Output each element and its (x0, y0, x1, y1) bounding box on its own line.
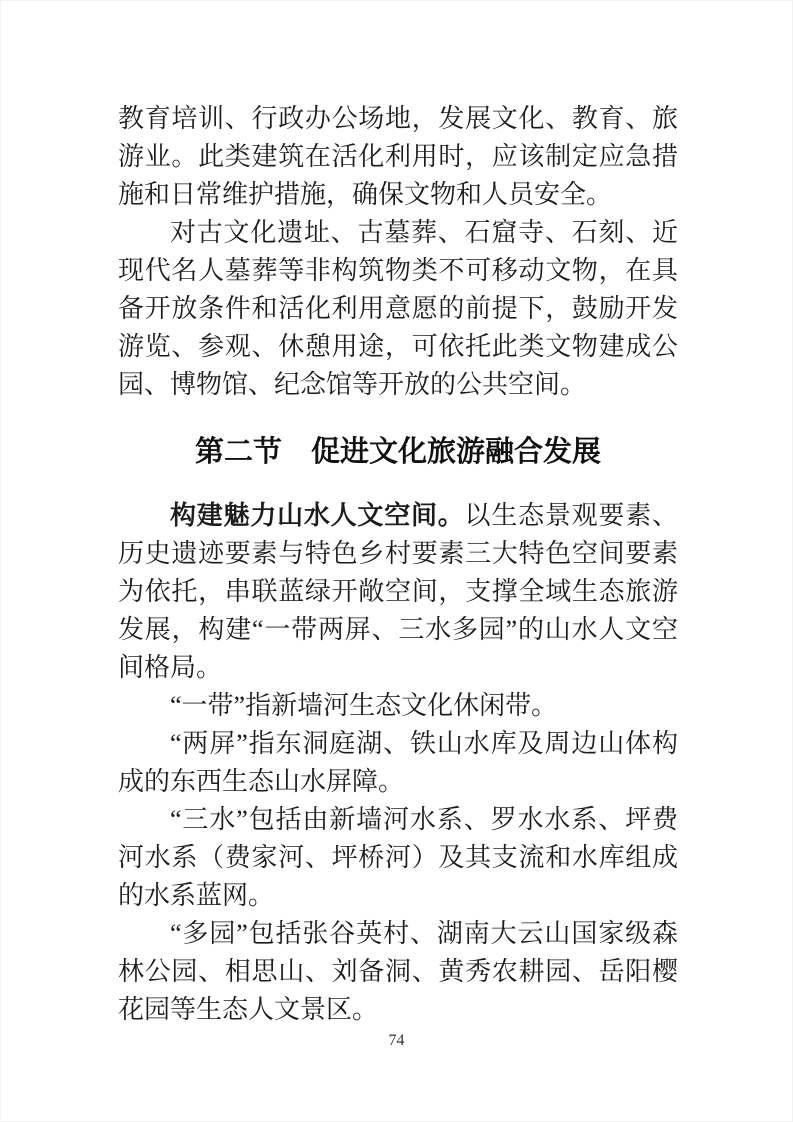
paragraph-building-use: 教育培训、行政办公场地，发展文化、教育、旅游业。此类建筑在活化利用时，应该制定应急措施和日常维护措施，确保文物和人员安全。 (118, 104, 678, 209)
paragraph-scenic-space (118, 496, 678, 687)
paragraph-two-screens: “两屏”指东洞庭湖、铁山水库及周边山体构成的东西生态山水屏障。 (118, 729, 678, 796)
paragraph-three-waters: “三水”包括由新墙河水系、罗水水系、坪费河水系（费家河、坪桥河）及其支流和水库组成的水系蓝网。 (118, 805, 678, 910)
paragraph-multi-parks: “多园”包括张谷英村、湖南大云山国家级森林公园、相思山、刘备洞、黄秀农耕园、岳阳樱花园等生态人文景区。 (118, 919, 678, 1024)
paragraph-one-belt: “一带”指新墙河生态文化休闲带。 (170, 691, 558, 720)
paragraph-scenic-space-lead: 构建魅力山水人文空间。 (170, 500, 465, 530)
section-heading: 第二节 促进文化旅游融合发展 (194, 436, 601, 468)
document-content (118, 100, 678, 1029)
page-number: 74 (388, 1032, 405, 1049)
paragraph-relics: 对古文化遗址、古墓葬、石窟寺、石刻、近现代名人墓葬等非构筑物类不可移动文物，在具备开放条件和活化利用意愿的前提下，鼓励开发游览、参观、休憩用途，可依托此类文物建成公园、博物馆、纪念馆等开放的公共空间。 (118, 218, 678, 399)
paragraph-scenic-space-rest: 以生态景观要素、历史遗迹要素与特色乡村要素三大特色空间要素为依托，串联蓝绿开敞空间，支撑全域生态旅游发展，构建“一带两屏、三水多园”的山水人文空间格局。 (118, 501, 678, 682)
